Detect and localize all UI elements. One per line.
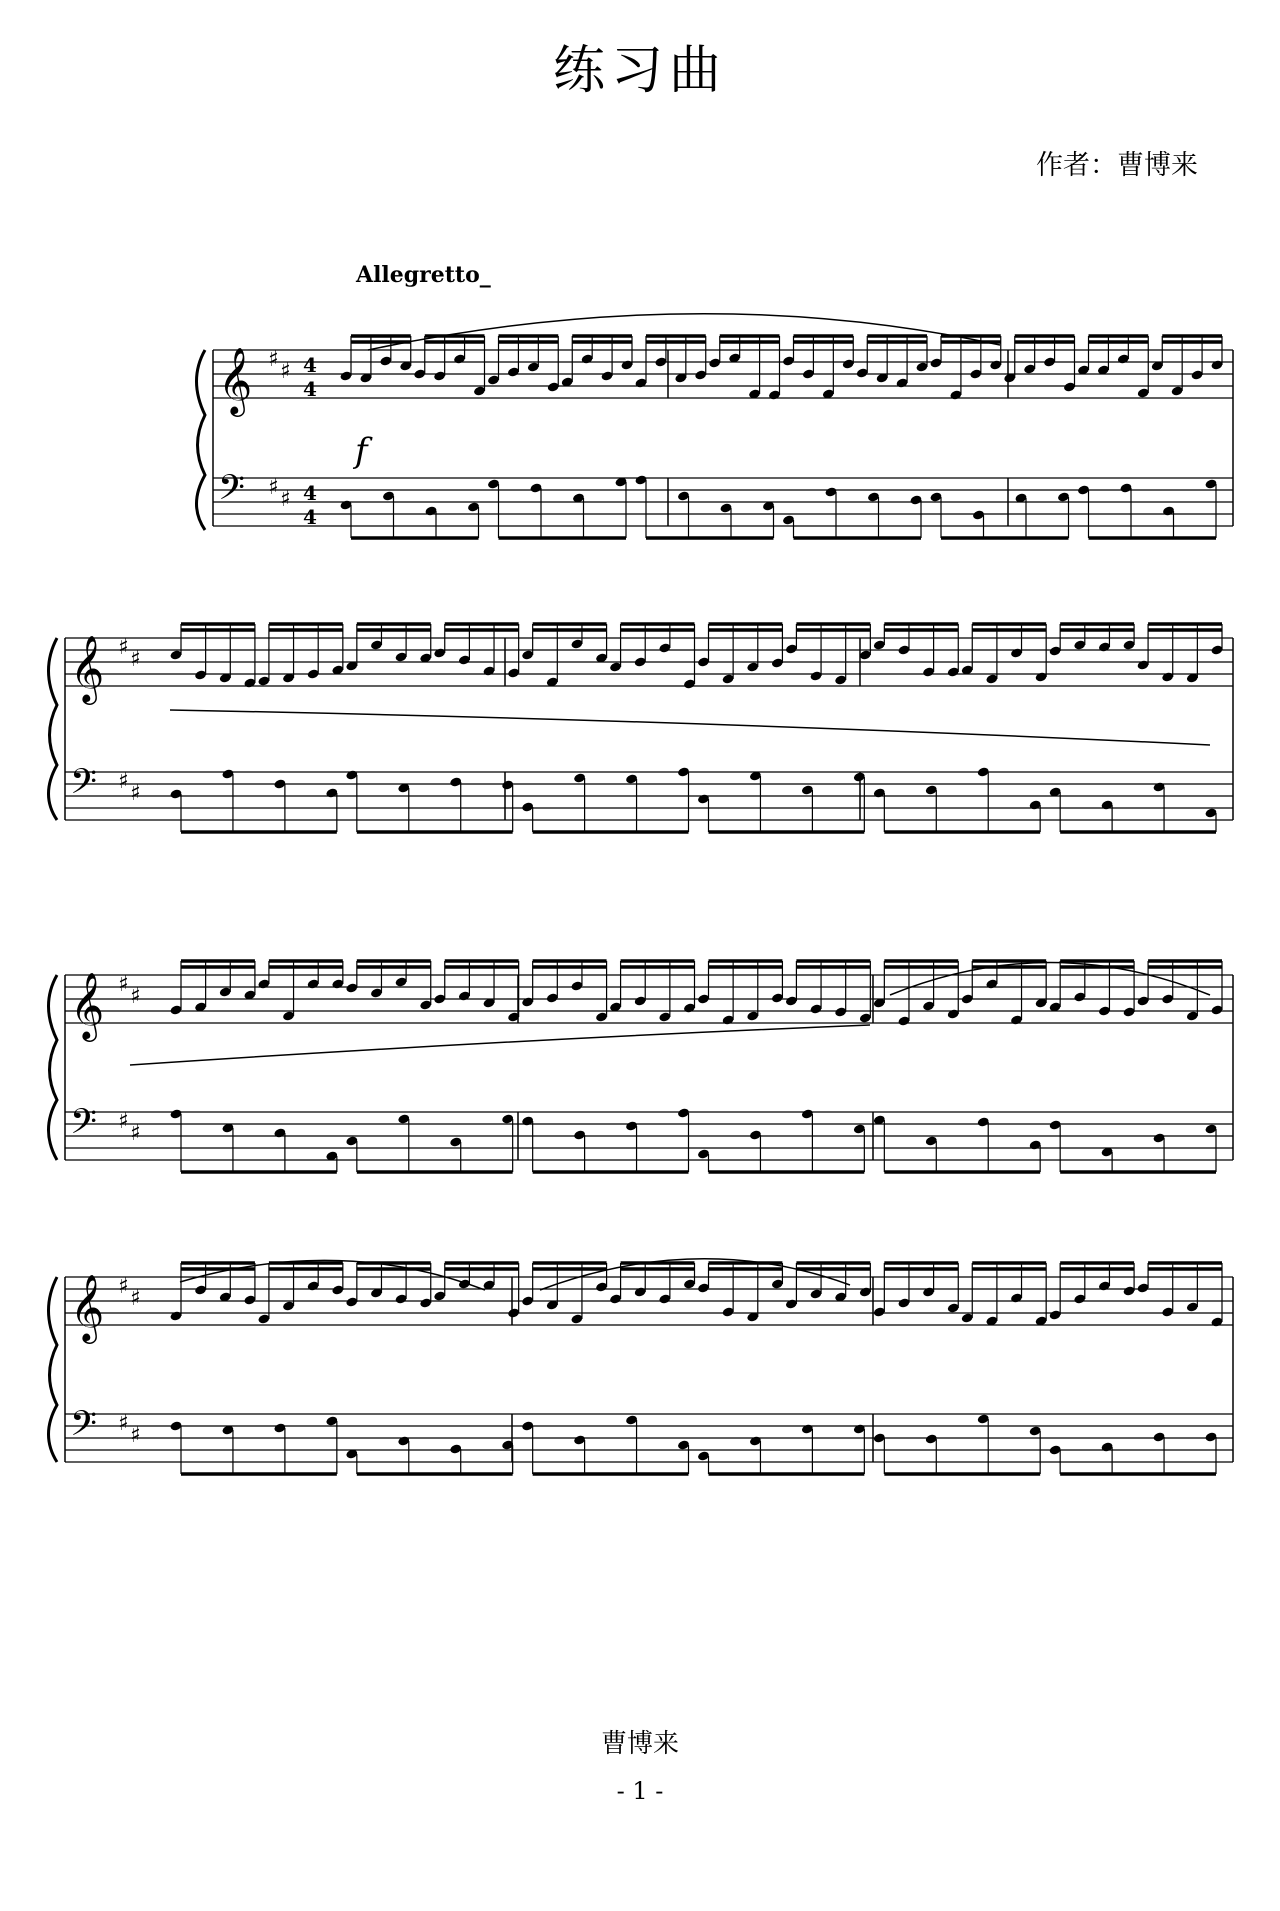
- treble-clef-icon: 𝄞: [218, 346, 253, 414]
- bass-clef-icon: 𝄢: [70, 1403, 98, 1452]
- sharp-icon: ♯: [280, 359, 291, 384]
- sharp-icon: ♯: [118, 635, 129, 660]
- sharp-icon: ♯: [268, 347, 279, 372]
- footer-name: 曹博来: [600, 1729, 679, 1759]
- sharp-icon: ♯: [130, 1121, 141, 1146]
- sharp-icon: ♯: [280, 487, 291, 512]
- sharp-icon: ♯: [130, 984, 141, 1009]
- dynamic-marking: f: [355, 431, 368, 471]
- treble-clef-icon: 𝄞: [70, 634, 105, 702]
- sharp-icon: ♯: [118, 1274, 129, 1299]
- clefs-and-signatures: [70, 346, 373, 1452]
- note-groups: [169, 336, 1223, 1474]
- time-signature-lower: 4: [303, 377, 317, 401]
- sharp-icon: ♯: [130, 1286, 141, 1311]
- time-signature-upper: 4: [303, 353, 317, 377]
- time-signature-upper: 4: [303, 481, 317, 505]
- sharp-icon: ♯: [118, 1109, 129, 1134]
- composer-credit: 作者：曹博来: [1036, 150, 1198, 181]
- time-signature-lower: 4: [303, 505, 317, 529]
- bass-clef-icon: 𝄢: [218, 467, 246, 516]
- treble-clef-icon: 𝄞: [70, 971, 105, 1039]
- sharp-icon: ♯: [118, 769, 129, 794]
- sharp-icon: ♯: [118, 972, 129, 997]
- bass-clef-icon: 𝄢: [70, 1101, 98, 1150]
- page-number: - 1 -: [616, 1777, 664, 1805]
- sharp-icon: ♯: [130, 781, 141, 806]
- treble-clef-icon: 𝄞: [70, 1273, 105, 1341]
- page-title: 练习曲: [552, 41, 727, 101]
- bass-clef-icon: 𝄢: [70, 761, 98, 810]
- tempo-marking: Allegretto_: [356, 262, 491, 288]
- sharp-icon: ♯: [130, 647, 141, 672]
- system-1: [197, 314, 1234, 530]
- sharp-icon: ♯: [130, 1423, 141, 1448]
- sharp-icon: ♯: [118, 1411, 129, 1436]
- sharp-icon: ♯: [268, 475, 279, 500]
